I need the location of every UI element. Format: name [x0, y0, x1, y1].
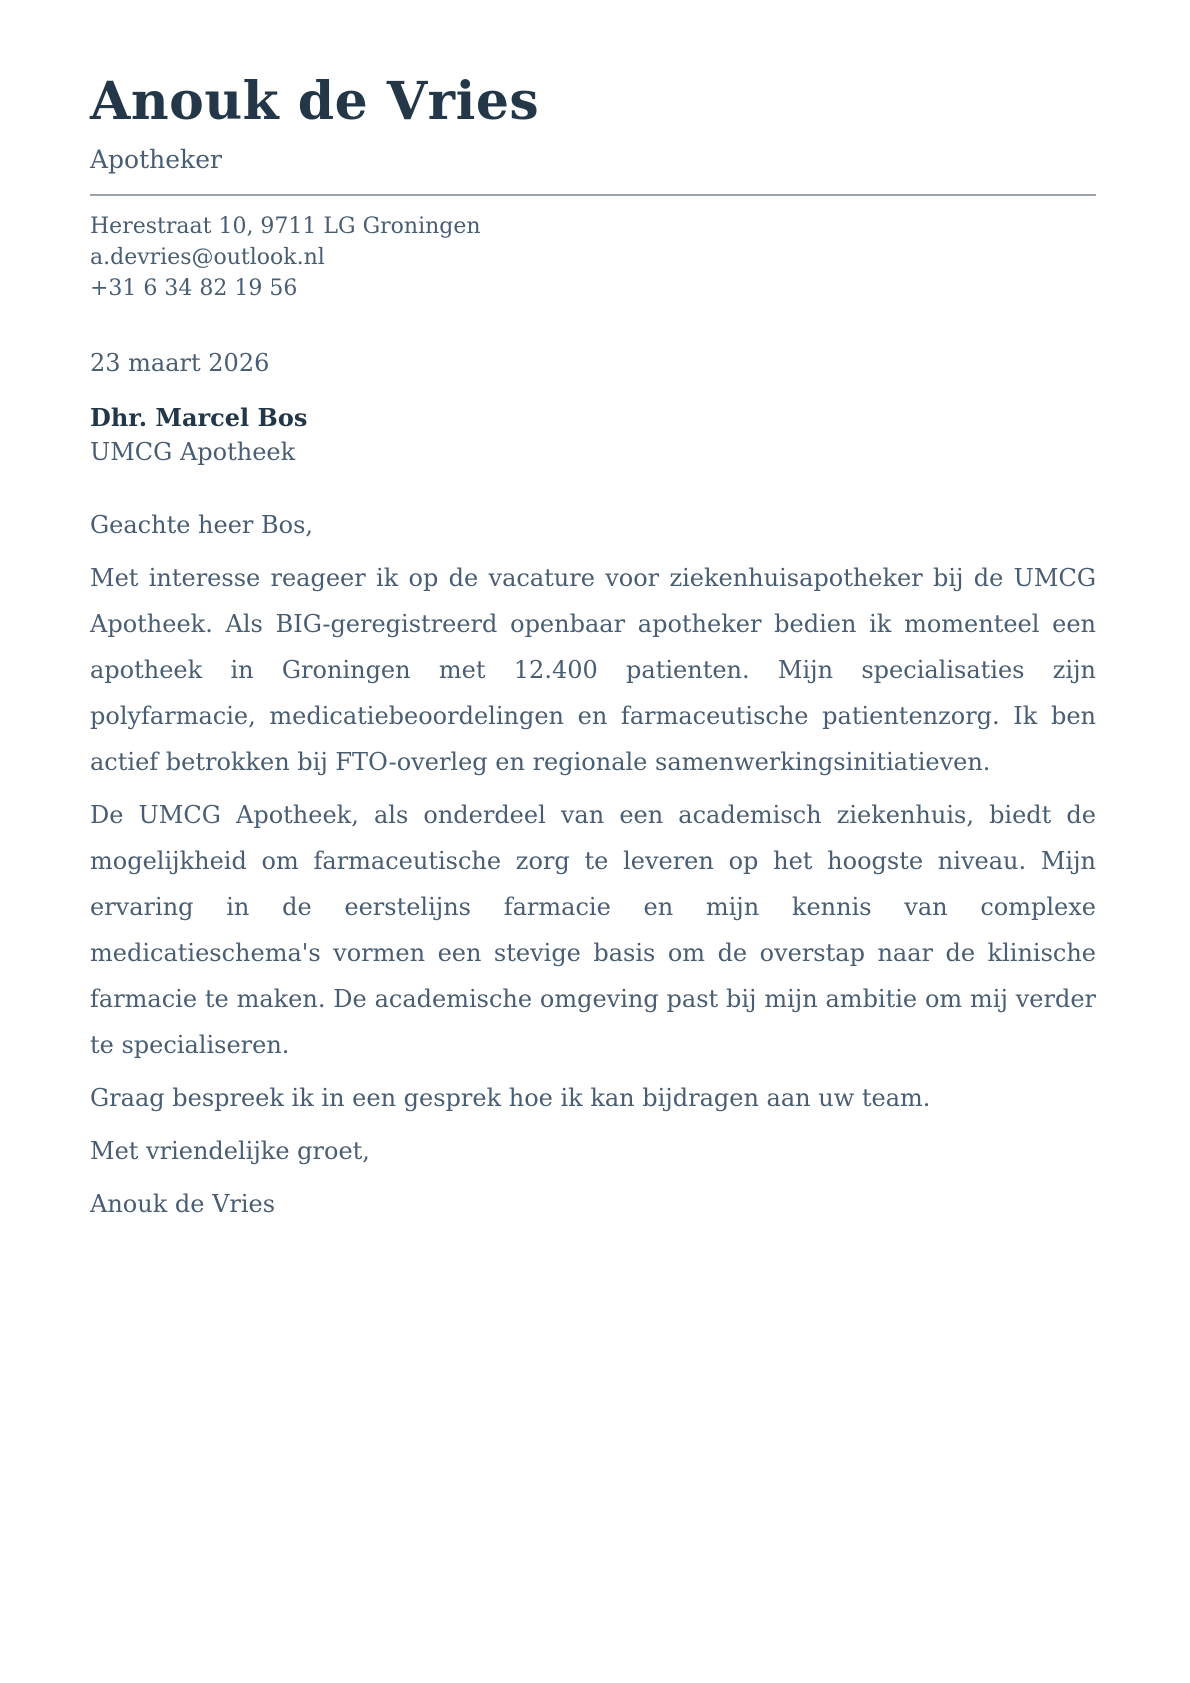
closing: Met vriendelijke groet, — [90, 1137, 370, 1165]
paragraph-3: Graag bespreek ik in een gesprek hoe ik kan bijdragen aan uw team. — [90, 1084, 931, 1112]
recipient-name: Dhr. Marcel Bos — [90, 403, 308, 432]
job-title: Apotheker — [90, 145, 222, 174]
recipient-block — [90, 400, 1096, 470]
contact-phone: +31 6 34 82 19 56 — [90, 276, 298, 301]
letter-body — [90, 340, 1096, 1227]
contact-email: a.devries@outlook.nl — [90, 245, 325, 270]
header-divider — [90, 194, 1096, 196]
recipient-company: UMCG Apotheek — [90, 438, 296, 466]
letter-date: 23 maart 2026 — [90, 349, 270, 377]
paragraph-2: De UMCG Apotheek, als onderdeel van een academisch ziekenhuis, biedt de mogelijkheid om farmaceutische zorg te leveren op het hoogste niveau. Mijn ervaring in de eerstelijns farmacie en mijn kennis van complexe medicatieschema's vormen een stevige basis om de overstap naar de klinische farmacie te maken. De academische omgeving past bij mijn ambitie om mij verder te specialiseren. — [90, 801, 1096, 1059]
signature: Anouk de Vries — [90, 1190, 276, 1218]
letter-header — [90, 68, 1096, 304]
page-title: Anouk de Vries — [90, 71, 540, 132]
paragraph-1: Met interesse reageer ik op de vacature voor ziekenhuisapotheker bij de UMCG Apotheek. Als BIG-geregistreerd openbaar apotheker bedien ik momenteel een apotheek in Groningen met 12.400 patienten. Mijn specialisaties zijn polyfarmacie, medicatiebeoordelingen en farmaceutische patientenzorg. Ik ben actief betrokken bij FTO-overleg en regionale samenwerkingsinitiatieven. — [90, 564, 1096, 776]
contact-block — [90, 211, 1096, 304]
salutation: Geachte heer Bos, — [90, 511, 314, 539]
contact-address: Herestraat 10, 9711 LG Groningen — [90, 214, 481, 239]
